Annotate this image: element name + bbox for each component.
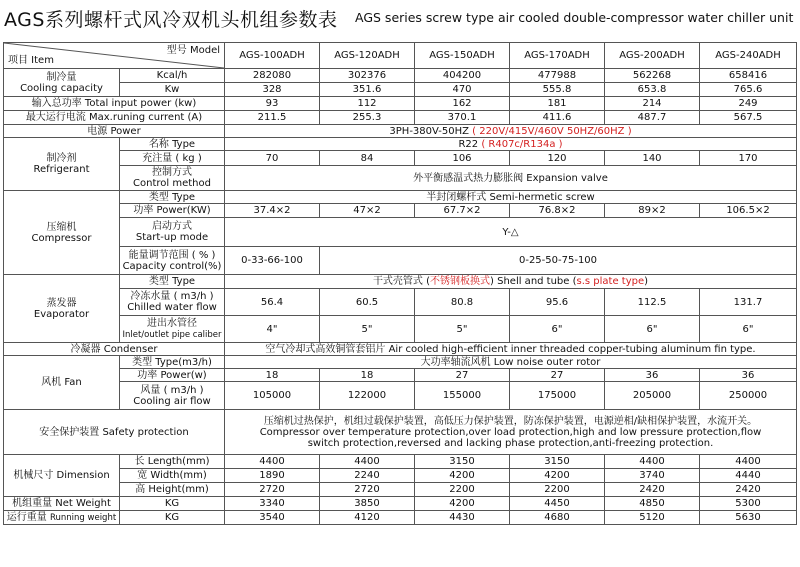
max-current-value: 255.3 [320, 111, 415, 125]
running-weight-value: 4680 [510, 511, 605, 525]
compressor-capacity-label [120, 247, 225, 275]
cooling-kw-row [4, 83, 797, 97]
length-value: 4400 [320, 455, 415, 469]
max-current-row [4, 111, 797, 125]
condenser-value: 空气冷却式高效铜管套铝片 Air cooled high-efficient inner threaded copper-tubing aluminum fin type. [225, 343, 797, 356]
model-name: AGS-100ADH [225, 43, 320, 69]
compressor-type-value: 半封闭螺杆式 Semi-hermetic screw [225, 191, 797, 204]
dimension-length-row [4, 455, 797, 469]
evaporator-pipe-value: 6" [605, 316, 700, 343]
fan-airflow-value: 155000 [415, 382, 510, 410]
model-name: AGS-150ADH [415, 43, 510, 69]
length-value: 3150 [415, 455, 510, 469]
width-value: 4200 [510, 469, 605, 483]
cooling-kcal-value: 658416 [700, 69, 797, 83]
net-weight-value: 4200 [415, 497, 510, 511]
evaporator-label-en: Evaporator [33, 308, 90, 320]
cooling-unit-kw: Kw [120, 83, 225, 97]
height-value: 2720 [225, 483, 320, 497]
capacity-rest-value: 0-25-50-75-100 [320, 247, 797, 275]
safety-value-cell [225, 410, 797, 455]
cooling-kcal-value: 282080 [225, 69, 320, 83]
evaporator-pipe-value: 4" [225, 316, 320, 343]
compressor-start-label [120, 218, 225, 247]
cooling-kw-value: 351.6 [320, 83, 415, 97]
compressor-power-value: 76.8×2 [510, 204, 605, 218]
fan-type-value: 大功率轴流风机 Low noise outer rotor [225, 356, 797, 369]
evaporator-pipe-value: 5" [320, 316, 415, 343]
evaporator-flow-value: 80.8 [415, 289, 510, 316]
fan-airflow-label [120, 382, 225, 410]
evaporator-flow-value: 95.6 [510, 289, 605, 316]
evaporator-type-post: ) [644, 276, 649, 287]
refrigerant-charge-value: 170 [700, 151, 797, 166]
cooling-kcal-value: 302376 [320, 69, 415, 83]
compressor-power-value: 67.7×2 [415, 204, 510, 218]
net-weight-value: 4450 [510, 497, 605, 511]
dimension-label: 机械尺寸 Dimension [4, 455, 120, 497]
refrigerant-control-row [4, 166, 797, 191]
fan-power-value: 18 [225, 369, 320, 382]
evaporator-flow-value: 131.7 [700, 289, 797, 316]
fan-type-row [4, 356, 797, 369]
evaporator-type-row [4, 275, 797, 289]
cooling-capacity-label [4, 69, 120, 97]
power-value: 3PH-380V-50HZ [389, 125, 469, 137]
evaporator-flow-value: 56.4 [225, 289, 320, 316]
evaporator-pipe-label [120, 316, 225, 343]
running-weight-value: 4430 [415, 511, 510, 525]
cooling-kcal-value: 477988 [510, 69, 605, 83]
airflow-label-en: Cooling air flow [133, 395, 211, 407]
evaporator-type-alt-en: s.s plate type [576, 276, 645, 287]
cooling-kw-value: 765.6 [700, 83, 797, 97]
width-value: 3740 [605, 469, 700, 483]
evaporator-pipe-value: 6" [700, 316, 797, 343]
power-label: 电源 Power [4, 125, 225, 138]
cooling-kcal-value: 404200 [415, 69, 510, 83]
compressor-type-row [4, 191, 797, 204]
condenser-row [4, 343, 797, 356]
compressor-capacity-row [4, 247, 797, 275]
height-value: 2420 [605, 483, 700, 497]
height-value: 2420 [700, 483, 797, 497]
item-label: 项目 Item [8, 55, 54, 66]
evaporator-pipe-value: 6" [510, 316, 605, 343]
evaporator-flow-value: 60.5 [320, 289, 415, 316]
length-value: 4400 [225, 455, 320, 469]
running-weight-row [4, 511, 797, 525]
refrigerant-label-en: Refrigerant [33, 164, 90, 175]
cooling-kw-value: 653.8 [605, 83, 700, 97]
width-value: 1890 [225, 469, 320, 483]
compressor-type-label: 类型 Type [120, 191, 225, 204]
refrigerant-label-cn: 制冷剂 [46, 153, 77, 164]
refrigerant-type-value: R22 [458, 138, 479, 150]
length-value: 4400 [605, 455, 700, 469]
evaporator-type-mid: ) Shell and tube ( [490, 276, 577, 287]
page-header [0, 0, 800, 40]
length-value: 4400 [700, 455, 797, 469]
fan-airflow-value: 122000 [320, 382, 415, 410]
fan-power-value: 27 [510, 369, 605, 382]
model-name: AGS-170ADH [510, 43, 605, 69]
width-value: 4440 [700, 469, 797, 483]
net-weight-value: 4850 [605, 497, 700, 511]
item-model-header [4, 43, 225, 69]
refrigerant-charge-value: 120 [510, 151, 605, 166]
input-power-value: 93 [225, 97, 320, 111]
fan-airflow-row [4, 382, 797, 410]
compressor-power-value: 47×2 [320, 204, 415, 218]
model-name: AGS-240ADH [700, 43, 797, 69]
refrigerant-charge-value: 106 [415, 151, 510, 166]
refrigerant-control-value: 外平衡感温式热力膨胀阀 Expansion valve [225, 166, 797, 191]
compressor-label-en: Compressor [31, 232, 92, 244]
fan-airflow-value: 105000 [225, 382, 320, 410]
net-weight-row [4, 497, 797, 511]
running-weight-value: 5630 [700, 511, 797, 525]
net-weight-value: 3340 [225, 497, 320, 511]
cooling-label-cn: 制冷量 [46, 71, 77, 83]
evaporator-type-pre: 干式壳管式 ( [372, 276, 431, 287]
running-weight-label-cn: 运行重量 [6, 511, 47, 523]
width-value: 2240 [320, 469, 415, 483]
net-weight-value: 3850 [320, 497, 415, 511]
fan-type-label: 类型 Type(m3/h) [120, 356, 225, 369]
max-current-value: 487.7 [605, 111, 700, 125]
compressor-label-cn: 压缩机 [46, 221, 77, 233]
fan-airflow-value: 175000 [510, 382, 605, 410]
safety-line-en-2: switch protection,reversed and lacking phase protection,anti-freezing protection. [307, 437, 714, 449]
model-label: 型号 Model [166, 45, 220, 56]
refrigerant-type-label: 名称 Type [120, 138, 225, 151]
max-current-value: 370.1 [415, 111, 510, 125]
flow-label-en: Chilled water flow [127, 302, 217, 313]
start-label-en: Start-up mode [135, 232, 209, 243]
refrigerant-charge-value: 140 [605, 151, 700, 166]
fan-airflow-value: 250000 [700, 382, 797, 410]
running-weight-value: 4120 [320, 511, 415, 525]
max-current-value: 411.6 [510, 111, 605, 125]
evaporator-flow-row [4, 289, 797, 316]
safety-line-en-1: Compressor over temperature protection,over load protection,high and low pressure protection,flow [259, 426, 762, 438]
pipe-label-cn: 进出水管径 [147, 317, 197, 329]
cooling-kcal-row [4, 69, 797, 83]
pipe-label-en: Inlet/outlet pipe caliber [122, 329, 222, 340]
max-current-value: 567.5 [700, 111, 797, 125]
refrigerant-label [4, 138, 120, 191]
running-weight-label-cell [4, 511, 120, 525]
evaporator-flow-value: 112.5 [605, 289, 700, 316]
compressor-power-value: 37.4×2 [225, 204, 320, 218]
evaporator-label [4, 275, 120, 343]
evaporator-type-label: 类型 Type [120, 275, 225, 289]
input-power-value: 214 [605, 97, 700, 111]
compressor-power-value: 89×2 [605, 204, 700, 218]
refrigerant-control-label [120, 166, 225, 191]
fan-power-value: 36 [605, 369, 700, 382]
control-label-cn: 控制方式 [152, 167, 192, 178]
running-weight-unit: KG [120, 511, 225, 525]
width-value: 4200 [415, 469, 510, 483]
refrigerant-type-row [4, 138, 797, 151]
length-label: 长 Length(mm) [120, 455, 225, 469]
fan-label: 风机 Fan [4, 356, 120, 410]
input-power-label: 输入总功率 Total input power (kw) [4, 97, 225, 111]
cooling-kw-value: 470 [415, 83, 510, 97]
title-chinese: AGS系列螺杆式风冷双机头机组参数表 [4, 9, 338, 31]
evaporator-label-cn: 蒸发器 [46, 297, 77, 309]
running-weight-value: 5120 [605, 511, 700, 525]
refrigerant-type-cell [225, 138, 797, 151]
input-power-value: 181 [510, 97, 605, 111]
net-weight-value: 5300 [700, 497, 797, 511]
refrigerant-type-alt: ( R407c/R134a ) [481, 138, 563, 150]
input-power-value: 162 [415, 97, 510, 111]
height-value: 2720 [320, 483, 415, 497]
power-value-cell [225, 125, 797, 138]
dimension-height-row [4, 483, 797, 497]
evaporator-type-cell [225, 275, 797, 289]
length-value: 3150 [510, 455, 605, 469]
width-label: 宽 Width(mm) [120, 469, 225, 483]
safety-row [4, 410, 797, 455]
cooling-label-en: Cooling capacity [20, 82, 103, 94]
compressor-start-value: Y-△ [225, 218, 797, 247]
evaporator-flow-label [120, 289, 225, 316]
evaporator-pipe-value: 5" [415, 316, 510, 343]
cooling-unit-kcal: Kcal/h [120, 69, 225, 83]
compressor-power-label: 功率 Power(KW) [120, 204, 225, 218]
running-weight-label-en: Running weight [49, 512, 117, 523]
compressor-power-row [4, 204, 797, 218]
net-weight-label: 机组重量 Net Weight [4, 497, 120, 511]
evaporator-type-alt-cn: 不锈钢板换式 [430, 276, 491, 287]
fan-power-value: 36 [700, 369, 797, 382]
compressor-label [4, 191, 120, 275]
header-row [4, 43, 797, 69]
fan-power-value: 18 [320, 369, 415, 382]
safety-label: 安全保护装置 Safety protection [4, 410, 225, 455]
net-weight-unit: KG [120, 497, 225, 511]
control-label-en: Control method [133, 178, 211, 189]
fan-power-row [4, 369, 797, 382]
height-label: 高 Height(mm) [120, 483, 225, 497]
max-current-value: 211.5 [225, 111, 320, 125]
cooling-kw-value: 555.8 [510, 83, 605, 97]
fan-power-label: 功率 Power(w) [120, 369, 225, 382]
refrigerant-charge-label: 充注量 ( kg ) [120, 151, 225, 166]
height-value: 2200 [510, 483, 605, 497]
refrigerant-charge-value: 84 [320, 151, 415, 166]
running-weight-value: 3540 [225, 511, 320, 525]
cooling-kcal-value: 562268 [605, 69, 700, 83]
safety-line-cn: 压缩机过热保护，机组过载保护装置，高低压力保护装置，防冻保护装置，电源逆相/缺相保护装置，水流开关。 [263, 415, 758, 427]
power-value-alt: ( 220V/415V/460V 50HZ/60HZ ) [472, 125, 632, 137]
dimension-width-row [4, 469, 797, 483]
input-power-value: 249 [700, 97, 797, 111]
airflow-label-cn: 风量 ( m3/h ) [140, 384, 204, 396]
capacity-label-cn: 能量调节范围 ( % ) [128, 249, 216, 261]
compressor-start-row [4, 218, 797, 247]
input-power-row [4, 97, 797, 111]
refrigerant-charge-row [4, 151, 797, 166]
model-name: AGS-120ADH [320, 43, 415, 69]
fan-power-value: 27 [415, 369, 510, 382]
capacity-label-en: Capacity control(%) [122, 260, 222, 272]
spec-table [3, 42, 797, 525]
model-name: AGS-200ADH [605, 43, 700, 69]
title-english: AGS series screw type air cooled double-compressor water chiller unit [355, 10, 794, 25]
evaporator-pipe-row [4, 316, 797, 343]
start-label-cn: 启动方式 [152, 221, 192, 232]
refrigerant-charge-value: 70 [225, 151, 320, 166]
fan-airflow-value: 205000 [605, 382, 700, 410]
power-row [4, 125, 797, 138]
compressor-power-value: 106.5×2 [700, 204, 797, 218]
height-value: 2200 [415, 483, 510, 497]
input-power-value: 112 [320, 97, 415, 111]
capacity-first-value: 0-33-66-100 [225, 247, 320, 275]
cooling-kw-value: 328 [225, 83, 320, 97]
condenser-label: 冷凝器 Condenser [4, 343, 225, 356]
flow-label-cn: 冷冻水量 ( m3/h ) [130, 291, 214, 302]
max-current-label: 最大运行电流 Max.runing current (A) [4, 111, 225, 125]
